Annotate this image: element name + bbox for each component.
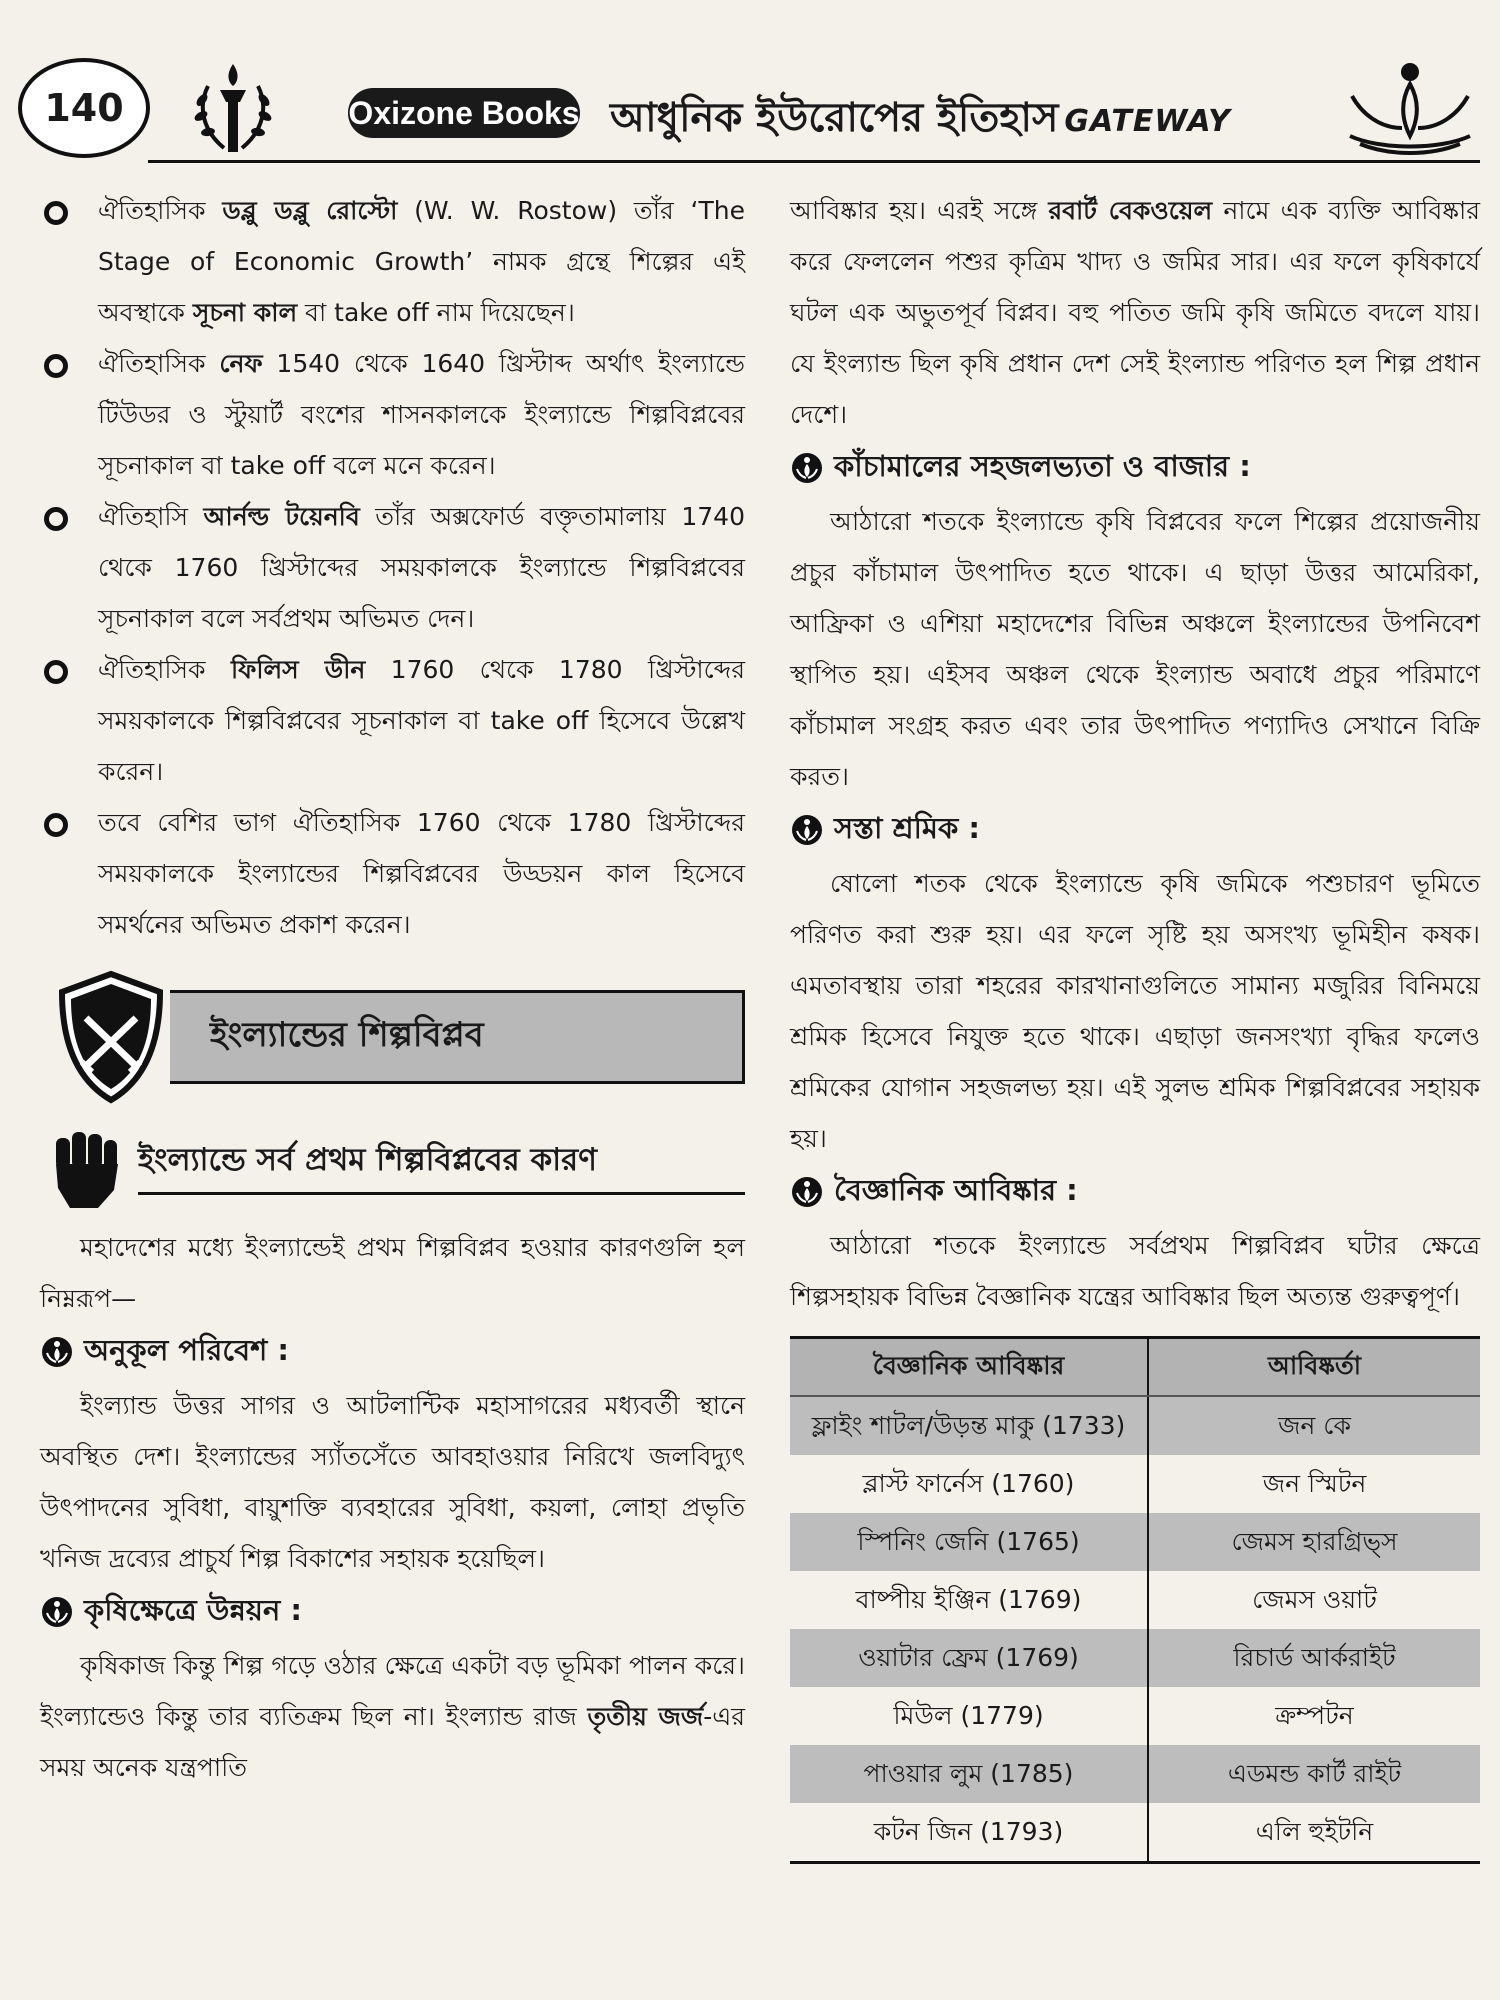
column-header: বৈজ্ঞানিক আবিষ্কার bbox=[790, 1338, 1148, 1397]
publisher-badge: Oxizone Books bbox=[348, 88, 580, 138]
lotus-bullet-icon bbox=[790, 813, 824, 847]
subheading bbox=[40, 1584, 745, 1640]
book-title-text: আধুনিক ইউরোপের ইতিহাস bbox=[610, 95, 1059, 141]
subheading-text: কৃষিক্ষেত্রে উন্নয়ন : bbox=[84, 1592, 303, 1627]
text-bold: ডব্লু ডব্লু রোস্টো bbox=[222, 196, 398, 225]
right-column bbox=[790, 185, 1480, 1864]
text-bold: রবার্ট বেকওয়েল bbox=[1048, 196, 1213, 225]
text: ঐতিহাসিক bbox=[98, 196, 223, 225]
subheading-text: বৈজ্ঞানিক আবিষ্কার : bbox=[834, 1172, 1078, 1207]
cause-heading-text: ইংল্যান্ডে সর্ব প্রথম শিল্পবিপ্লবের কারণ bbox=[138, 1142, 597, 1178]
table-cell: জন কে bbox=[1148, 1396, 1480, 1455]
section-title: ইংল্যান্ডের শিল্পবিপ্লব bbox=[170, 990, 745, 1084]
subheading bbox=[40, 1324, 745, 1380]
text: ঐতিহাসিক bbox=[98, 349, 220, 378]
cause-heading bbox=[40, 1120, 745, 1216]
list-item bbox=[40, 644, 745, 797]
text: -এর সময় অনেক যন্ত্রপাতি bbox=[40, 1702, 745, 1782]
text: ঐতিহাসি bbox=[98, 502, 204, 531]
table-row bbox=[790, 1455, 1480, 1513]
table-cell: কটন জিন (1793) bbox=[790, 1803, 1148, 1863]
lotus-bullet-icon bbox=[790, 1175, 824, 1209]
bullet-icon bbox=[44, 507, 68, 531]
table-row bbox=[790, 1513, 1480, 1571]
table-row bbox=[790, 1571, 1480, 1629]
left-column bbox=[40, 185, 745, 1793]
table-cell: পাওয়ার লুম (1785) bbox=[790, 1745, 1148, 1803]
text: আবিষ্কার হয়। এরই সঙ্গে bbox=[790, 196, 1049, 225]
shield-swords-icon bbox=[56, 970, 166, 1105]
raised-fist-icon bbox=[50, 1128, 122, 1210]
subheading bbox=[790, 440, 1480, 496]
list-item bbox=[40, 185, 745, 338]
lotus-bullet-icon bbox=[40, 1595, 74, 1629]
subheading-text: অনুকূল পরিবেশ : bbox=[84, 1332, 289, 1367]
paragraph: ষোলো শতক থেকে ইংল্যান্ডে কৃষি জমিকে পশুচারণ ভূমিতে পরিণত করা শুরু হয়। এর ফলে সৃষ্টি হয় অসংখ্য ভূমিহীন কষক। এমতাবস্থায় তারা শহরের কারখানাগুলিতে সামান্য মজুরির বিনিময়ে শ্রমিক হিসেবে নিযুক্ত হতে থাকে। এছাড়া জনসংখ্যা বৃদ্ধির ফলেও শ্রমিকের যোগান সহজলভ্য হয়। এই সুলভ শ্রমিক শিল্পবিপ্লবের সহায়ক হয়। bbox=[790, 869, 1480, 1153]
bullet-icon bbox=[44, 201, 68, 225]
historian-bullets bbox=[40, 185, 745, 950]
text: তবে বেশির ভাগ ঐতিহাসিক 1760 থেকে 1780 খ্রিস্টাব্দের সময়কালকে ইংল্যান্ডের শিল্পবিপ্লবের উড্ডয়ন কাল হিসেবে সমর্থনের অভিমত প্রকাশ করেন। bbox=[98, 808, 745, 939]
paragraph: আঠারো শতকে ইংল্যান্ডে সর্বপ্রথম শিল্পবিপ্লব ঘটার ক্ষেত্রে শিল্পসহায়ক বিভিন্ন বৈজ্ঞানিক যন্ত্রের আবিষ্কার ছিল অত্যন্ত গুরুত্বপূর্ণ। bbox=[790, 1231, 1480, 1311]
subheading bbox=[790, 1164, 1480, 1220]
table-cell: এলি হুইটনি bbox=[1148, 1803, 1480, 1863]
page-number: 140 bbox=[18, 58, 150, 158]
bullet-icon bbox=[44, 660, 68, 684]
table-row bbox=[790, 1687, 1480, 1745]
text-bold: নেফ bbox=[219, 349, 263, 378]
table-cell: স্পিনিং জেনি (1765) bbox=[790, 1513, 1148, 1571]
text: (W. W. Rostow) তাঁর ‘The Stage of Economic Growth’ নামক গ্রন্থে শিল্পের এই অবস্থাকে bbox=[98, 196, 745, 327]
inventions-table bbox=[790, 1336, 1480, 1864]
table-cell: মিউল (1779) bbox=[790, 1687, 1148, 1745]
column-header: আবিষ্কর্তা bbox=[1148, 1338, 1480, 1397]
table-cell: রিচার্ড আর্করাইট bbox=[1148, 1629, 1480, 1687]
table-cell: বাষ্পীয় ইঞ্জিন (1769) bbox=[790, 1571, 1148, 1629]
text: 1760 থেকে 1780 খ্রিস্টাব্দের সময়কালকে শিল্পবিপ্লবের সূচনাকাল বা take off হিসেবে উল্লেখ করেন। bbox=[98, 655, 745, 786]
lotus-bullet-icon bbox=[40, 1335, 74, 1369]
paragraph: ইংল্যান্ড উত্তর সাগর ও আটলান্টিক মহাসাগরের মধ্যবর্তী স্থানে অবস্থিত দেশ। ইংল্যান্ডের স্যাঁতসেঁতে আবহাওয়ার নিরিখে জলবিদ্যুৎ উৎপাদনের সুবিধা, বায়ুশক্তি ব্যবহারের সুবিধা, কয়লা, লোহা প্রভৃতি খনিজ দ্রব্যের প্রাচুর্য শিল্প বিকাশের সহায়ক হয়েছিল। bbox=[40, 1391, 745, 1573]
series-name: GATEWAY bbox=[1064, 104, 1231, 139]
list-item bbox=[40, 797, 745, 950]
lotus-logo-icon bbox=[1340, 58, 1480, 158]
table-cell: জন স্মিটন bbox=[1262, 1469, 1367, 1498]
bullet-icon bbox=[44, 354, 68, 378]
text: বা take off নাম দিয়েছেন। bbox=[297, 298, 575, 327]
table-row bbox=[790, 1803, 1480, 1863]
text: তাঁর অক্সফোর্ড বক্তৃতামালায় 1740 থেকে 1760 খ্রিস্টাব্দের সময়কালকে ইংল্যান্ডে শিল্পবিপ্লবের সূচনাকাল বলে সর্বপ্রথম অভিমত দেন। bbox=[98, 502, 745, 633]
subheading-text: সস্তা শ্রমিক : bbox=[834, 810, 980, 845]
text-bold: তৃতীয় জর্জ bbox=[587, 1702, 704, 1731]
cause-intro: মহাদেশের মধ্যে ইংল্যান্ডেই প্রথম শিল্পবিপ্লব হওয়ার কারণগুলি হল নিম্নরূপ— bbox=[40, 1233, 745, 1313]
table-cell: এডমন্ড কার্ট রাইট bbox=[1148, 1745, 1480, 1803]
section-banner bbox=[40, 970, 745, 1112]
subheading-text: কাঁচামালের সহজলভ্যতা ও বাজার : bbox=[834, 448, 1251, 483]
list-item bbox=[40, 491, 745, 644]
subheading bbox=[790, 802, 1480, 858]
bullet-icon bbox=[44, 813, 68, 837]
table-cell: জেমস হারগ্রিভ্স bbox=[1148, 1513, 1480, 1571]
page-header bbox=[18, 52, 1480, 170]
list-item bbox=[40, 338, 745, 491]
lotus-bullet-icon bbox=[790, 451, 824, 485]
table-row bbox=[790, 1396, 1480, 1455]
heading-rule bbox=[138, 1192, 745, 1195]
table-row bbox=[790, 1629, 1480, 1687]
table-cell: ব্লাস্ট ফার্নেস (1760) bbox=[790, 1455, 1148, 1513]
table-header-row bbox=[790, 1338, 1480, 1397]
text: নামে এক ব্যক্তি আবিষ্কার করে ফেললেন পশুর কৃত্রিম খাদ্য ও জমির সার। এর ফলে কৃষিকার্যে ঘটল এক অভুতপূর্ব বিপ্লব। বহু পতিত জমি কৃষি জমিতে বদলে যায়। যে ইংল্যান্ড ছিল কৃষি প্রধান দেশ সেই ইংল্যান্ড পরিণত হল শিল্প প্রধান দেশে। bbox=[790, 196, 1481, 429]
text-bold: ফিলিস ডীন bbox=[230, 655, 366, 684]
header-rule bbox=[148, 160, 1480, 163]
table-cell: ক্রম্পটন bbox=[1275, 1701, 1354, 1730]
text: ঐতিহাসিক bbox=[98, 655, 231, 684]
text: 1540 থেকে 1640 খ্রিস্টাব্দ অর্থাৎ ইংল্যান্ডে টিউডর ও স্টুয়ার্ট বংশের শাসনকালকে ইংল্যান্ডে শিল্পবিপ্লবের সূচনাকাল বা take off বলে মনে করেন। bbox=[98, 349, 745, 480]
paragraph: আঠারো শতকে ইংল্যান্ডে কৃষি বিপ্লবের ফলে শিল্পের প্রয়োজনীয় প্রচুর কাঁচামাল উৎপাদিত হতে থাকে। এ ছাড়া উত্তর আমেরিকা, আফ্রিকা ও এশিয়া মহাদেশের বিভিন্ন অঞ্চলে ইংল্যান্ডের উপনিবেশ স্থাপিত হয়। এইসব অঞ্চল থেকে ইংল্যান্ড অবাধে প্রচুর পরিমাণে কাঁচামাল সংগ্রহ করত এবং তার উৎপাদিত পণ্যাদিও সেখানে বিক্রি করত। bbox=[790, 507, 1480, 791]
paragraph bbox=[790, 185, 1480, 440]
table-row bbox=[790, 1745, 1480, 1803]
text: কৃষিকাজ কিন্তু শিল্প গড়ে ওঠার ক্ষেত্রে একটা বড় ভূমিকা পালন করে। ইংল্যান্ডেও কিন্তু তার ব্যতিক্রম ছিল না। ইংল্যান্ড রাজ bbox=[40, 1651, 745, 1731]
text-bold: সূচনা কাল bbox=[192, 298, 298, 327]
torch-laurel-icon bbox=[168, 56, 298, 160]
table-cell: জেমস ওয়াট bbox=[1252, 1585, 1377, 1614]
paragraph bbox=[40, 1640, 745, 1793]
table-cell: ওয়াটার ফ্রেম (1769) bbox=[790, 1629, 1148, 1687]
text-bold: আর্নল্ড টয়েনবি bbox=[203, 502, 360, 531]
table-cell: ফ্লাইং শাটল/উড়ন্ত মাকু (1733) bbox=[790, 1396, 1148, 1455]
book-title bbox=[610, 86, 1231, 142]
